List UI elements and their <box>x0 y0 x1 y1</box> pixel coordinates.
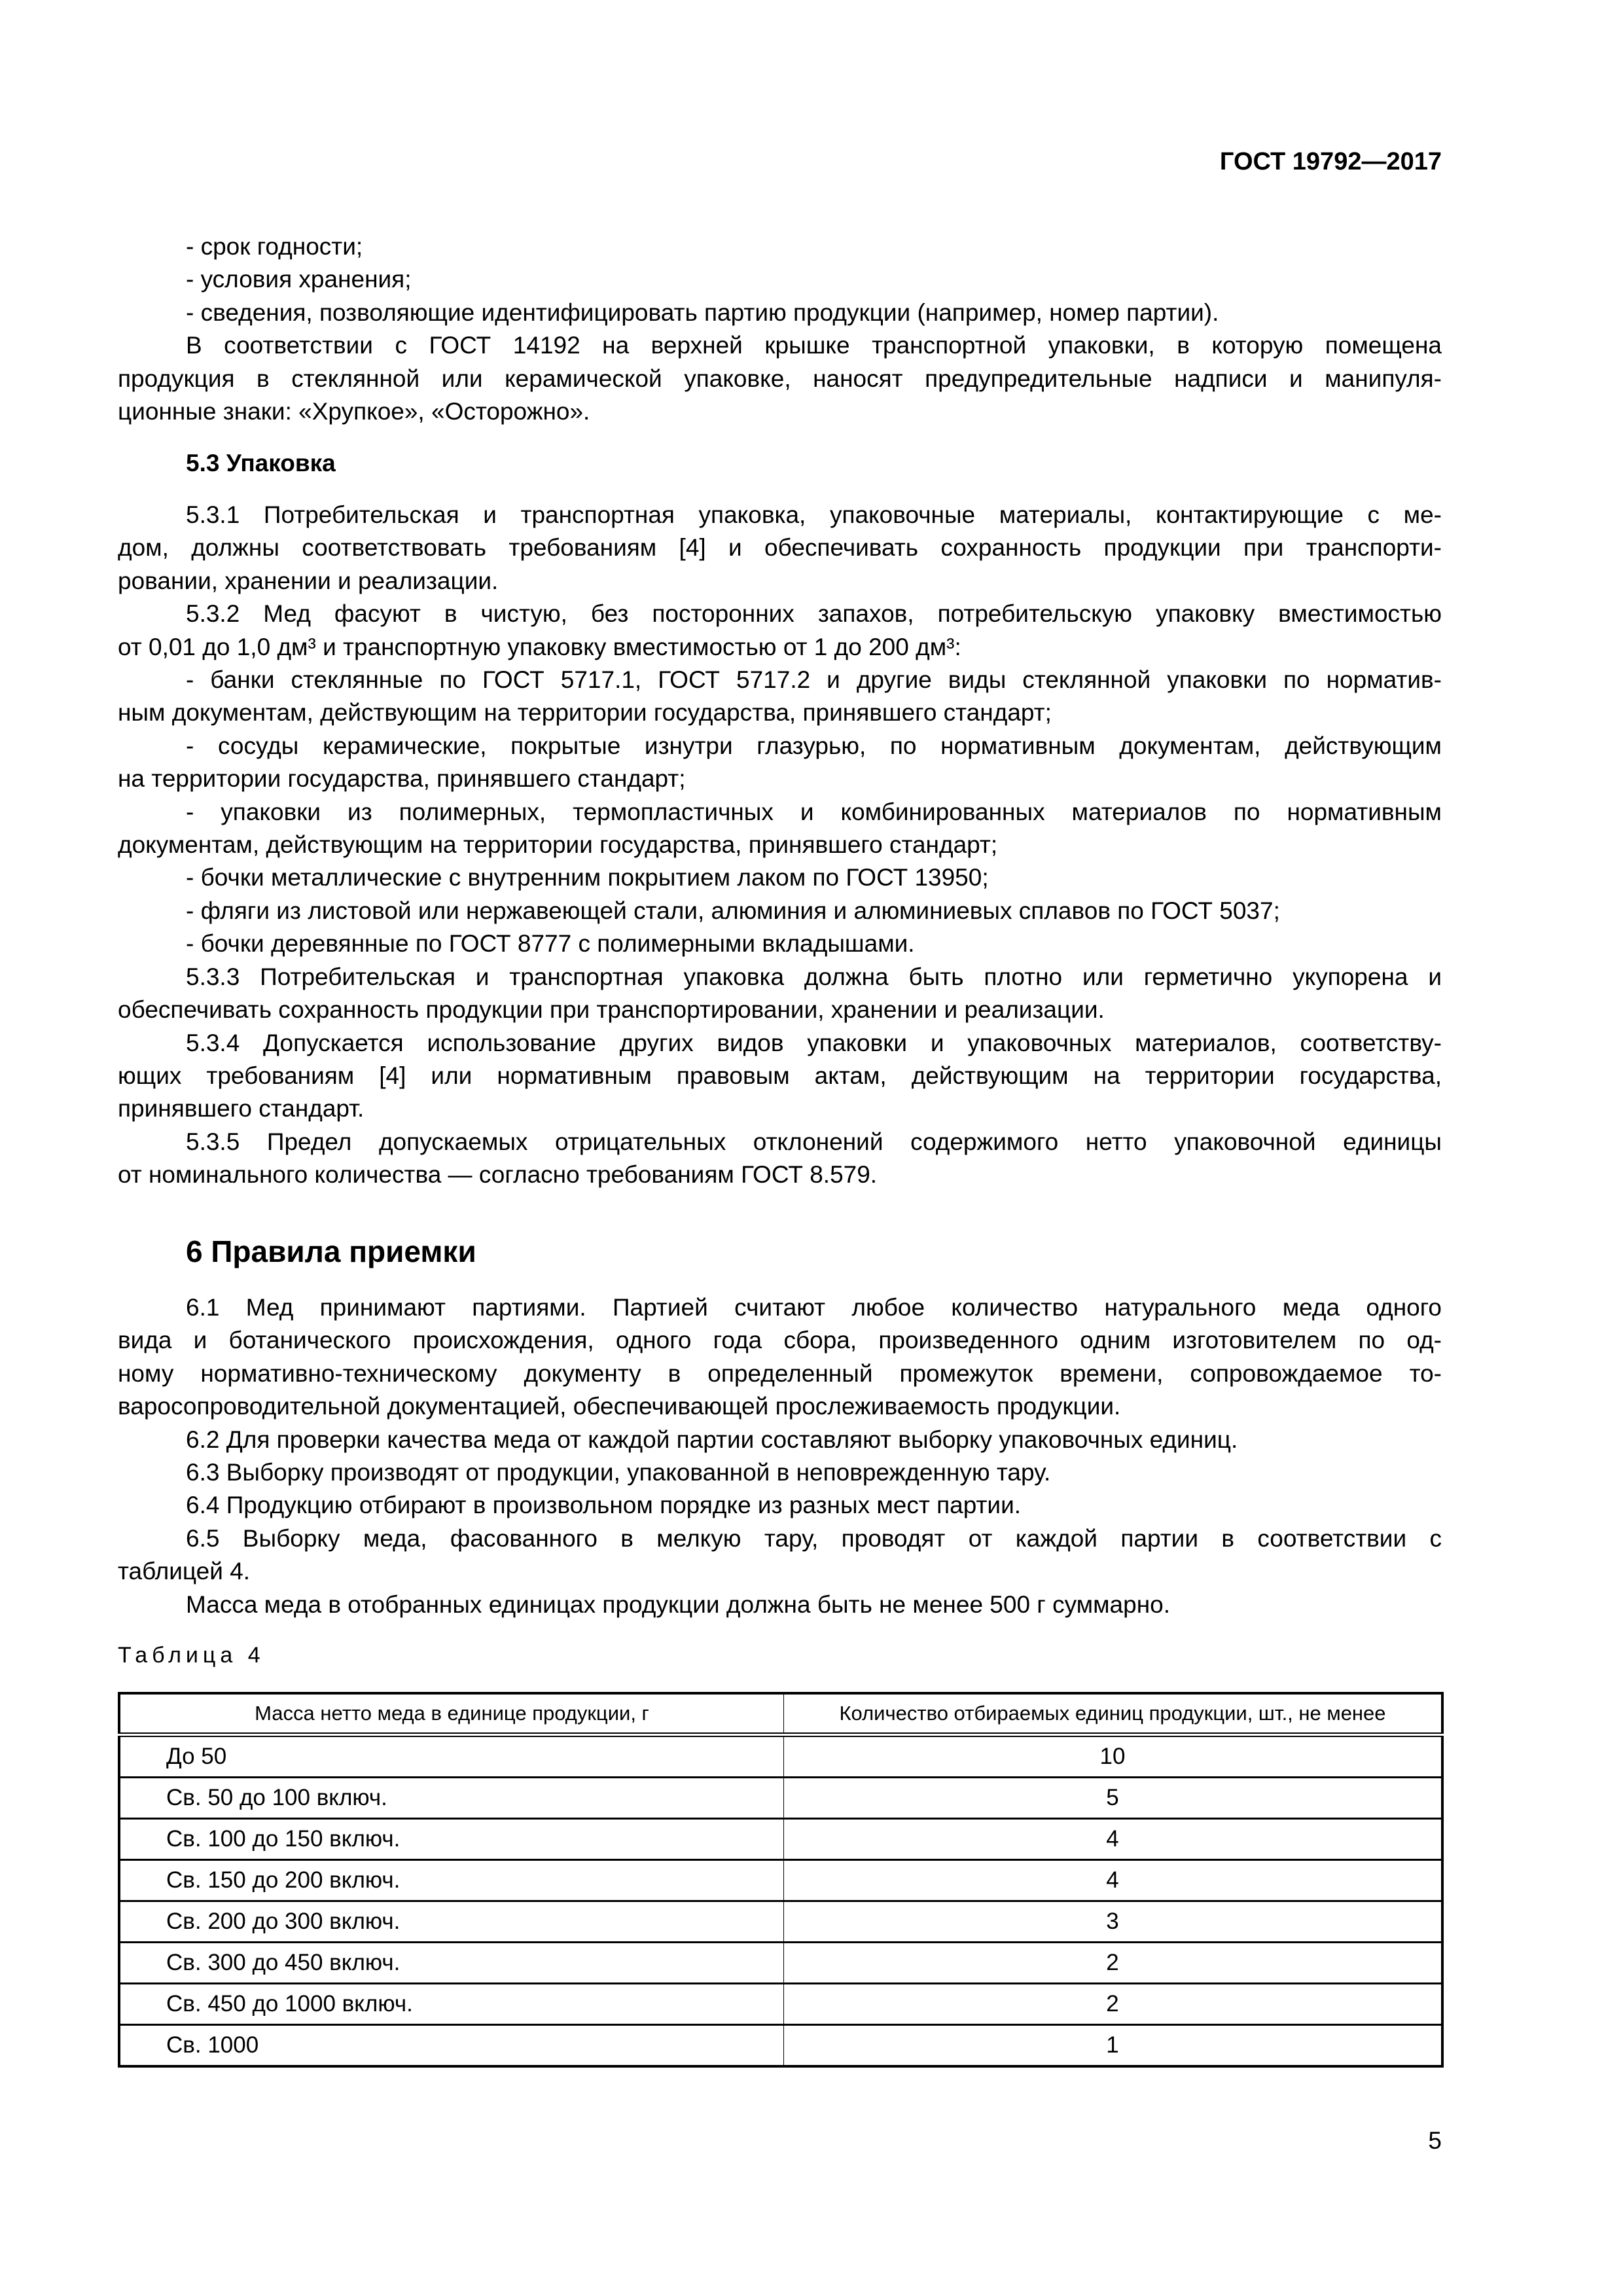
cell-mass-range: Св. 100 до 150 включ. <box>119 1819 784 1860</box>
cell-mass-range: До 50 <box>119 1735 784 1778</box>
paragraph <box>118 1126 1442 1192</box>
text-line: - банки стеклянные по ГОСТ 5717.1, ГОСТ 5717.2 и другие виды стеклянной упаковки по норматив- <box>186 666 1442 694</box>
text-line: дом, должны соответствовать требованиям [4] и обеспечивать сохранность продукции при транспорти- <box>118 534 1442 562</box>
text-line: 6.3 Выборку производят от продукции, упакованной в неповрежденную тару. <box>186 1459 1051 1486</box>
table-row <box>119 1984 1442 2025</box>
paragraph <box>118 598 1442 664</box>
document-code-header: ГОСТ 19792—2017 <box>1219 148 1442 175</box>
text-line: варосопроводительной документацией, обеспечивающей прослеживаемость продукции. <box>118 1393 1121 1420</box>
cell-sample-count: 2 <box>784 1943 1443 1984</box>
paragraph <box>118 1522 1442 1588</box>
cell-sample-count: 1 <box>784 2025 1443 2067</box>
text-line: 6.4 Продукцию отбирают в произвольном порядке из разных мест партии. <box>186 1492 1022 1519</box>
cell-sample-count: 10 <box>784 1735 1443 1778</box>
text-line: - бочки деревянные по ГОСТ 8777 с полимерными вкладышами. <box>186 930 915 958</box>
table-row <box>119 1778 1442 1819</box>
text-line: - сосуды керамические, покрытые изнутри глазурью, по нормативным документам, действующим <box>186 732 1442 759</box>
text-line: от 0,01 до 1,0 дм³ и транспортную упаковку вместимостью от 1 до 200 дм³: <box>118 633 961 660</box>
page-number: 5 <box>1428 2127 1442 2154</box>
paragraph <box>118 1489 1442 1522</box>
cell-sample-count: 5 <box>784 1778 1443 1819</box>
paragraph <box>118 263 1442 296</box>
cell-mass-range: Св. 50 до 100 включ. <box>119 1778 784 1819</box>
paragraph <box>118 230 1442 263</box>
text-line: 5.3.4 Допускается использование других видов упаковки и упаковочных материалов, соответству- <box>186 1029 1442 1056</box>
text-line: 6.5 Выборку меда, фасованного в мелкую тару, проводят от каждой партии в соответствии с <box>186 1524 1442 1552</box>
text-line: вида и ботанического происхождения, одного года сбора, произведенного одним изготовителем по од- <box>118 1327 1442 1354</box>
paragraph <box>118 895 1442 927</box>
paragraph <box>118 1424 1442 1456</box>
text-line: 5.3.5 Предел допускаемых отрицательных отклонений содержимого нетто упаковочной единицы <box>186 1128 1442 1155</box>
section-packaging-body <box>118 499 1442 1192</box>
cell-mass-range: Св. 1000 <box>119 2025 784 2067</box>
cell-sample-count: 4 <box>784 1860 1443 1901</box>
text-line: 5.3.1 Потребительская и транспортная упаковка, упаковочные материалы, контактирующие с ме- <box>186 501 1442 528</box>
text-line: ным документам, действующим на территории государства, принявшего стандарт; <box>118 699 1052 726</box>
text-line: ционные знаки: «Хрупкое», «Осторожно». <box>118 398 590 425</box>
paragraph <box>118 329 1442 428</box>
table-row <box>119 1819 1442 1860</box>
paragraph <box>118 961 1442 1027</box>
text-line: Масса меда в отобранных единицах продукции должна быть не менее 500 г суммарно. <box>186 1590 1170 1618</box>
paragraph <box>118 1027 1442 1126</box>
text-line: ющих требованиям [4] или нормативным правовым актам, действующим на территории государства, <box>118 1062 1442 1089</box>
table-row <box>119 2025 1442 2067</box>
text-line: - условия хранения; <box>186 266 412 293</box>
section-labeling-continued <box>118 230 1442 428</box>
text-line: В соответствии с ГОСТ 14192 на верхней крышке транспортной упаковки, в которую помещена <box>186 332 1442 359</box>
table-row <box>119 1901 1442 1943</box>
text-line: - бочки металлические с внутренним покрытием лаком по ГОСТ 13950; <box>186 864 989 891</box>
cell-mass-range: Св. 200 до 300 включ. <box>119 1901 784 1943</box>
paragraph <box>118 1291 1442 1424</box>
text-line: - фляги из листовой или нержавеющей стали, алюминия и алюминиевых сплавов по ГОСТ 5037; <box>186 897 1280 924</box>
paragraph <box>118 1588 1442 1621</box>
paragraph <box>118 861 1442 894</box>
cell-sample-count: 3 <box>784 1901 1443 1943</box>
cell-mass-range: Св. 450 до 1000 включ. <box>119 1984 784 2025</box>
paragraph <box>118 296 1442 329</box>
paragraph <box>118 796 1442 862</box>
paragraph <box>118 499 1442 598</box>
text-line: - срок годности; <box>186 233 363 260</box>
text-line: 6.1 Мед принимают партиями. Партией считают любое количество натурального меда одного <box>186 1294 1442 1321</box>
text-line: - упаковки из полимерных, термопластичных и комбинированных материалов по нормативным <box>186 798 1442 825</box>
table-caption: Таблица 4 <box>118 1643 265 1668</box>
text-line: 5.3.2 Мед фасуют в чистую, без посторонних запахов, потребительскую упаковку вместимостью <box>186 600 1442 628</box>
paragraph <box>118 927 1442 960</box>
text-line: таблицей 4. <box>118 1558 251 1585</box>
heading-5-3-packaging: 5.3 Упаковка <box>186 450 336 476</box>
heading-6-acceptance-rules: 6 Правила приемки <box>186 1234 476 1268</box>
table-row <box>119 1860 1442 1901</box>
text-line: - сведения, позволяющие идентифицировать партию продукции (например, номер партии). <box>186 298 1219 326</box>
cell-sample-count: 2 <box>784 1984 1443 2025</box>
column-header-count: Количество отбираемых единиц продукции, шт., не менее <box>784 1693 1443 1735</box>
text-line: принявшего стандарт. <box>118 1095 365 1122</box>
table-row <box>119 1943 1442 1984</box>
paragraph <box>118 1456 1442 1489</box>
sampling-table <box>118 1692 1444 2068</box>
cell-sample-count: 4 <box>784 1819 1443 1860</box>
cell-mass-range: Св. 300 до 450 включ. <box>119 1943 784 1984</box>
text-line: ному нормативно-техническому документу в определенный промежуток времени, сопровождаемое то- <box>118 1359 1442 1387</box>
paragraph <box>118 664 1442 730</box>
text-line: обеспечивать сохранность продукции при транспортировании, хранении и реализации. <box>118 996 1105 1024</box>
table-header-row <box>119 1693 1442 1735</box>
text-line: на территории государства, принявшего стандарт; <box>118 765 686 793</box>
section-acceptance-body <box>118 1291 1442 1621</box>
column-header-mass: Масса нетто меда в единице продукции, г <box>119 1693 784 1735</box>
cell-mass-range: Св. 150 до 200 включ. <box>119 1860 784 1901</box>
text-line: продукция в стеклянной или керамической упаковке, наносят предупредительные надписи и манипуля- <box>118 365 1442 392</box>
text-line: ровании, хранении и реализации. <box>118 567 499 594</box>
paragraph <box>118 730 1442 796</box>
text-line: 6.2 Для проверки качества меда от каждой партии составляют выборку упаковочных единиц. <box>186 1426 1238 1453</box>
text-line: документам, действующим на территории государства, принявшего стандарт; <box>118 831 998 859</box>
text-line: 5.3.3 Потребительская и транспортная упаковка должна быть плотно или герметично укупорена и <box>186 963 1442 990</box>
text-line: от номинального количества — согласно требованиям ГОСТ 8.579. <box>118 1161 878 1189</box>
table-row <box>119 1735 1442 1778</box>
